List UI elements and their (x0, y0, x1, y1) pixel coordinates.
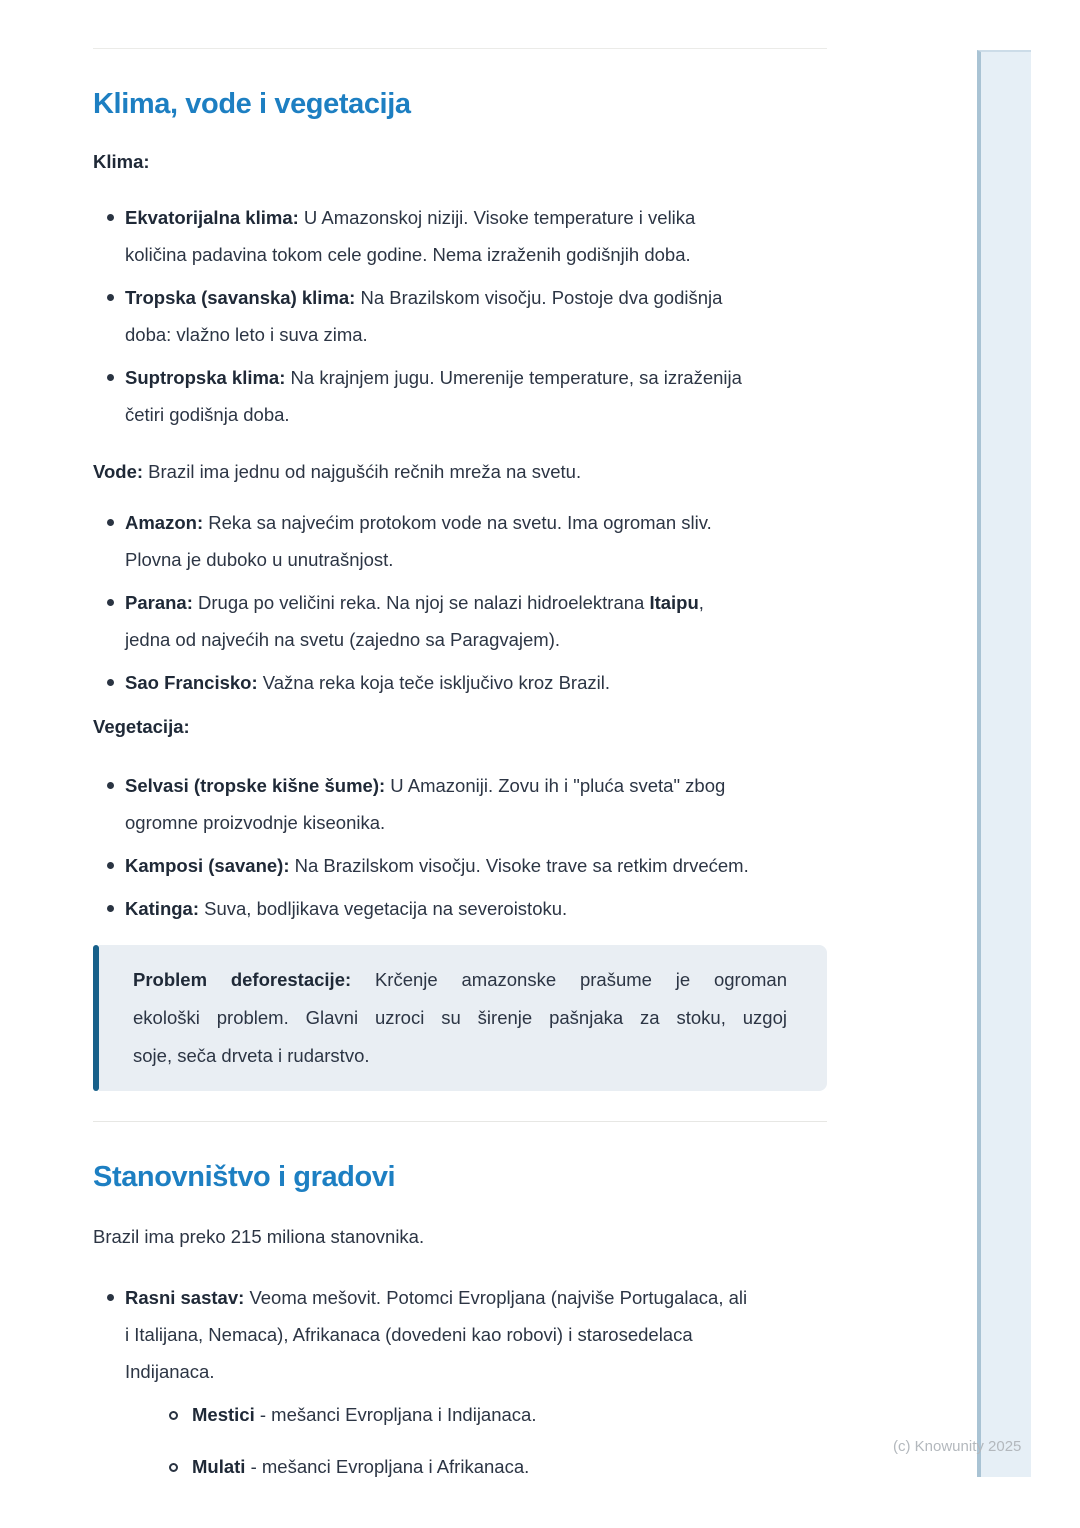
list-item-text: ogromne proizvodnje kiseonika. (125, 812, 386, 833)
sub-list-item (167, 1450, 827, 1484)
population-intro: Brazil ima preko 215 miliona stanovnika. (93, 1226, 425, 1247)
list-item (93, 890, 827, 927)
bullet-icon (93, 847, 125, 884)
list-item (93, 279, 827, 353)
sub-item-text: - mešanci Evropljana i Indijanaca. (259, 1404, 537, 1425)
callout-text: Krčenje amazonske prašume je ogroman (374, 969, 787, 990)
list-item-term: Kamposi (savane): (125, 855, 290, 876)
population-list (93, 1279, 827, 1502)
circle-bullet-icon (167, 1450, 192, 1484)
list-item (93, 1279, 827, 1502)
list-item-term: Suptropska klima: (125, 367, 286, 388)
itaipu-bold: Itaipu (649, 592, 699, 613)
section-divider (93, 1121, 827, 1122)
list-item (93, 199, 827, 273)
circle-bullet-icon (167, 1398, 192, 1432)
list-item-term: Tropska (savanska) klima: (125, 287, 356, 308)
callout-term: Problem deforestacije: (133, 969, 352, 990)
bullet-icon (93, 664, 125, 701)
page-edge-preview (977, 50, 1031, 1477)
sub-list-item (167, 1398, 827, 1432)
vegetacija-label: Vegetacija: (93, 716, 190, 737)
top-divider (93, 48, 827, 49)
vegetacija-list (93, 767, 827, 927)
list-item-text: i Italijana, Nemaca), Afrikanaca (dovedeni kao robovi) i starosedelaca (125, 1324, 693, 1345)
bullet-icon (93, 279, 125, 353)
bullet-icon (93, 504, 125, 578)
list-item-text: U Amazoniji. Zovu ih i "pluća sveta" zbog (390, 775, 726, 796)
list-item (93, 504, 827, 578)
callout-text: ekološki problem. Glavni uzroci su širenje pašnjaka za stoku, uzgoj (133, 1007, 787, 1028)
list-item-term: Ekvatorijalna klima: (125, 207, 299, 228)
sub-item-term: Mestici (192, 1404, 255, 1425)
bullet-icon (93, 584, 125, 658)
list-item-term: Rasni sastav: (125, 1287, 245, 1308)
list-item (93, 584, 827, 658)
list-item-text: Plovna je duboko u unutrašnjost. (125, 549, 394, 570)
list-item-text: Važna reka koja teče isključivo kroz Brazil. (262, 672, 610, 693)
vode-list (93, 504, 827, 701)
list-item-text: , (698, 592, 704, 613)
list-item-term: Parana: (125, 592, 193, 613)
list-item-text: Reka sa najvećim protokom vode na svetu. Ima ogroman sliv. (208, 512, 712, 533)
list-item-term: Amazon: (125, 512, 204, 533)
list-item-term: Katinga: (125, 898, 199, 919)
list-item (93, 767, 827, 841)
klima-label: Klima: (93, 151, 150, 172)
section-title-population: Stanovništvo i gradovi (93, 1161, 396, 1193)
list-item-text: Suva, bodljikava vegetacija na severoistoku. (204, 898, 568, 919)
list-item (93, 664, 827, 701)
sub-item-text: - mešanci Evropljana i Afrikanaca. (250, 1456, 530, 1477)
list-item-text: Na krajnjem jugu. Umerenije temperature, sa izraženija (290, 367, 742, 388)
vode-intro-text: Brazil ima jednu od najgušćih rečnih mreža na svetu. (148, 461, 582, 482)
footer-credit: (c) Knowunity 2025 (893, 1438, 1022, 1455)
document-content (93, 0, 827, 1508)
list-item-text: Druga po veličini reka. Na njoj se nalazi hidroelektrana (198, 592, 645, 613)
list-item-text: Na Brazilskom visočju. Visoke trave sa retkim drvećem. (294, 855, 749, 876)
bullet-icon (93, 359, 125, 433)
bullet-icon (93, 890, 125, 927)
list-item (93, 847, 827, 884)
list-item-text: četiri godišnja doba. (125, 404, 290, 425)
list-item-text: Na Brazilskom visočju. Postoje dva godišnja (360, 287, 723, 308)
bullet-icon (93, 199, 125, 273)
bullet-icon (93, 767, 125, 841)
list-item-term: Selvasi (tropske kišne šume): (125, 775, 386, 796)
callout-text: soje, seča drveta i rudarstvo. (133, 1045, 370, 1066)
info-callout (93, 945, 827, 1091)
section-title-climate: Klima, vode i vegetacija (93, 88, 411, 120)
vode-label: Vode: (93, 461, 144, 482)
bullet-icon (93, 1279, 125, 1502)
list-item-text: Veoma mešovit. Potomci Evropljana (najviše Portugalaca, ali (249, 1287, 748, 1308)
list-item-text: U Amazonskoj niziji. Visoke temperature i velika (303, 207, 696, 228)
list-item-text: Indijanaca. (125, 1361, 215, 1382)
list-item-text: količina padavina tokom cele godine. Nema izraženih godišnjih doba. (125, 244, 691, 265)
list-item-text: jedna od najvećih na svetu (zajedno sa Paragvajem). (125, 629, 561, 650)
list-item-text: doba: vlažno leto i suva zima. (125, 324, 368, 345)
list-item-term: Sao Francisko: (125, 672, 258, 693)
sub-item-term: Mulati (192, 1456, 246, 1477)
population-sublist (167, 1398, 827, 1484)
list-item (93, 359, 827, 433)
vode-intro (93, 453, 827, 490)
klima-list (93, 199, 827, 433)
